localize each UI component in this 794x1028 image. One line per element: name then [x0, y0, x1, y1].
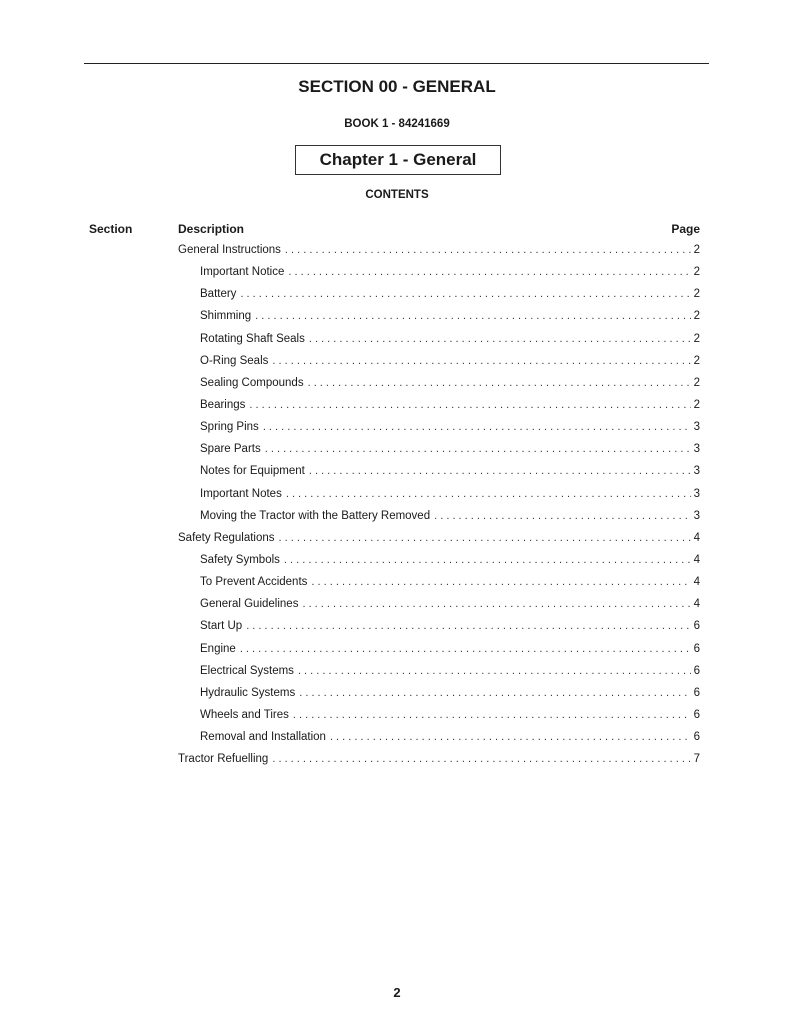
toc-entry-title: General Guidelines: [200, 598, 299, 611]
toc-entry-page: 4: [693, 531, 700, 544]
toc-leader-dots: [311, 576, 690, 588]
toc-entry-page: 4: [693, 576, 700, 589]
toc-leader-dots: [299, 687, 690, 699]
toc-entry-title: Electrical Systems: [200, 664, 294, 677]
toc-entry-title: Tractor Refuelling: [178, 753, 269, 766]
toc-entry-title: Rotating Shaft Seals: [200, 332, 305, 345]
toc-leader-dots: [272, 753, 690, 765]
toc-entry[interactable]: [0, 709, 794, 731]
toc-entry-title: Shimming: [200, 310, 252, 323]
toc-leader-dots: [272, 355, 690, 367]
chapter-title: Chapter 1 - General: [319, 150, 477, 169]
toc-entry-page: 2: [693, 288, 700, 301]
toc-leader-dots: [279, 532, 691, 544]
toc-entry-title: Safety Symbols: [200, 553, 280, 566]
toc-entry[interactable]: [0, 510, 794, 532]
toc-entry-title: Important Notes: [200, 487, 282, 500]
toc-entry[interactable]: [0, 576, 794, 598]
toc-entry-page: 6: [693, 708, 700, 721]
toc-entry[interactable]: [0, 598, 794, 620]
toc-entry[interactable]: [0, 620, 794, 642]
toc-entry-title: Battery: [200, 288, 237, 301]
toc-leader-dots: [286, 488, 691, 500]
toc-leader-dots: [293, 709, 691, 721]
toc-entry-page: 3: [693, 443, 700, 456]
toc-entry-page: 7: [693, 753, 700, 766]
toc-entry-page: 4: [693, 553, 700, 566]
toc-entry[interactable]: [0, 665, 794, 687]
toc-entry[interactable]: [0, 421, 794, 443]
toc-entry-page: 2: [693, 244, 700, 256]
toc-leader-dots: [240, 288, 690, 300]
toc-leader-dots: [246, 620, 690, 632]
toc-entry[interactable]: [0, 753, 794, 775]
column-header-description: Description: [178, 222, 245, 236]
toc-entry-page: 2: [693, 310, 700, 323]
toc-leader-dots: [240, 643, 691, 655]
toc-entry-page: 6: [693, 620, 700, 633]
toc-entry-page: 3: [693, 509, 700, 522]
toc-entry-page: 6: [693, 664, 700, 677]
toc-entry-page: 4: [693, 598, 700, 611]
top-rule: [84, 63, 709, 64]
toc-entry-page: 2: [693, 376, 700, 389]
toc-entry-page: 3: [693, 421, 700, 434]
toc-entry[interactable]: [0, 443, 794, 465]
toc-entry-title: O-Ring Seals: [200, 354, 269, 367]
toc-entry[interactable]: [0, 532, 794, 554]
toc-leader-dots: [308, 377, 691, 389]
toc-entry[interactable]: [0, 687, 794, 709]
toc-entry-title: General Instructions: [178, 244, 281, 256]
toc-entry[interactable]: [0, 244, 794, 266]
toc-leader-dots: [309, 333, 691, 345]
toc-entry-title: Wheels and Tires: [200, 708, 289, 721]
table-of-contents: [0, 244, 794, 775]
toc-entry-title: Sealing Compounds: [200, 376, 304, 389]
toc-leader-dots: [434, 510, 690, 522]
toc-entry-page: 6: [693, 731, 700, 744]
toc-entry[interactable]: [0, 554, 794, 576]
toc-entry-title: Important Notice: [200, 266, 285, 279]
toc-entry[interactable]: [0, 355, 794, 377]
column-header-section: Section: [89, 222, 133, 236]
toc-entry[interactable]: [0, 377, 794, 399]
toc-leader-dots: [249, 399, 690, 411]
toc-entry-title: Bearings: [200, 398, 246, 411]
toc-entry-title: Engine: [200, 642, 236, 655]
toc-leader-dots: [284, 554, 691, 566]
toc-leader-dots: [263, 421, 691, 433]
column-header-page: Page: [671, 222, 700, 236]
toc-leader-dots: [255, 310, 690, 322]
toc-entry-title: To Prevent Accidents: [200, 576, 308, 589]
toc-entry-page: 2: [693, 332, 700, 345]
toc-entry-title: Start Up: [200, 620, 243, 633]
toc-entry-title: Notes for Equipment: [200, 465, 305, 478]
toc-entry-page: 2: [693, 354, 700, 367]
toc-entry-page: 2: [693, 266, 700, 279]
toc-entry-page: 3: [693, 465, 700, 478]
toc-column-headers: [0, 222, 794, 238]
page-number: 2: [393, 985, 401, 1000]
book-line: BOOK 1 - 84241669: [344, 118, 450, 130]
toc-leader-dots: [265, 443, 691, 455]
contents-label: CONTENTS: [365, 189, 429, 201]
toc-leader-dots: [285, 244, 691, 256]
toc-entry[interactable]: [0, 488, 794, 510]
toc-entry-page: 2: [693, 398, 700, 411]
toc-entry-page: 3: [693, 487, 700, 500]
toc-entry-title: Moving the Tractor with the Battery Removed: [200, 509, 431, 522]
toc-entry-title: Hydraulic Systems: [200, 686, 296, 699]
toc-leader-dots: [288, 266, 690, 278]
toc-entry[interactable]: [0, 310, 794, 332]
toc-entry[interactable]: [0, 333, 794, 355]
toc-leader-dots: [309, 465, 691, 477]
toc-entry[interactable]: [0, 731, 794, 753]
toc-entry[interactable]: [0, 288, 794, 310]
toc-entry-title: Spring Pins: [200, 421, 259, 434]
section-title: SECTION 00 - GENERAL: [298, 77, 496, 96]
toc-entry[interactable]: [0, 643, 794, 665]
toc-entry-title: Spare Parts: [200, 443, 261, 456]
chapter-title-box: [295, 145, 501, 175]
toc-entry[interactable]: [0, 399, 794, 421]
toc-entry[interactable]: [0, 266, 794, 288]
toc-leader-dots: [298, 665, 691, 677]
toc-leader-dots: [330, 731, 691, 743]
toc-entry-title: Removal and Installation: [200, 731, 326, 744]
toc-entry-title: Safety Regulations: [178, 531, 275, 544]
toc-leader-dots: [302, 598, 690, 610]
toc-entry-page: 6: [693, 642, 700, 655]
toc-entry[interactable]: [0, 465, 794, 487]
toc-entry-page: 6: [693, 686, 700, 699]
